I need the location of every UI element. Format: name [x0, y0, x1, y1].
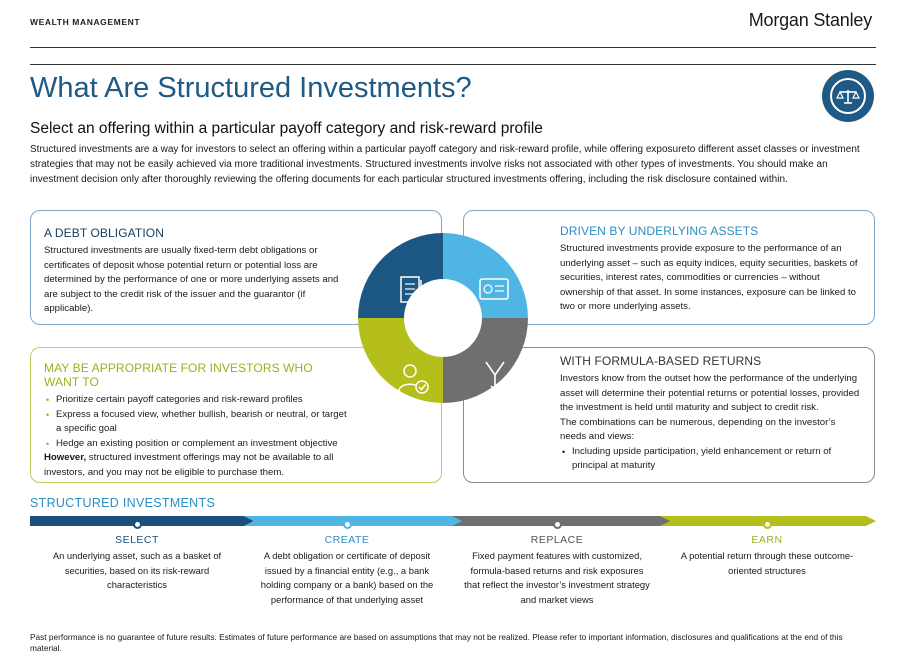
stage-label: EARN — [751, 534, 783, 546]
stage-label: REPLACE — [530, 534, 584, 546]
investors-note-lead: However, — [44, 452, 87, 463]
stage-description: Fixed payment features with customized, formula-based returns and risk exposures that reflect the investor’s investment strategy and market views — [464, 550, 650, 605]
merge-arrows-icon — [478, 358, 512, 394]
select-marker — [133, 520, 142, 529]
replace-marker — [553, 520, 562, 529]
stage-select — [42, 534, 232, 593]
intro-paragraph: Structured investments are a way for investors to select an offering within a particular payoff category and risk-reward profile, while offering exposureto different asset classes or investment strategies that may not be easily achieved via more traditional investments. Structured investments involve risks not associated with other types of investments. You should make an investment decision only after thoroughly reviewing the offering documents for each particular structured investments offering, including the risk disclosure contained within. — [30, 144, 860, 185]
title-divider — [30, 64, 876, 65]
investors-note-text: structured investment offerings may not be available to all investors, and you may not be eligible to purchase them. — [44, 452, 334, 478]
list-item: • Hedge an existing position or complement an investment objective — [44, 437, 351, 452]
debt-obligation-body: Structured investments are usually fixed-term debt obligations or certificates of deposit whose potential return or potential loss are determined by the performance of one or more underlying assets and are subject to the credit risk of the issuer and the guarantor (if applicable). — [44, 245, 339, 314]
stage-create — [252, 534, 442, 607]
top-bar — [30, 10, 876, 48]
disclaimer: Past performance is no guarantee of future results. Estimates of future performance are based on assumptions that may not be realized. Please refer to important information, disclosures and qualifications at the end of this material. — [30, 632, 843, 653]
replace-segment — [452, 516, 674, 526]
page-subtitle: Select an offering within a particular payoff category and risk-reward profile — [30, 120, 543, 137]
formula-returns-body: Investors know from the outset how the performance of the underlying asset will determine their potential returns or potential losses, provided the investment is held until maturity and subject to credit risk. — [560, 373, 860, 413]
process-timeline — [30, 516, 876, 526]
formula-returns-title: WITH FORMULA-BASED RETURNS — [560, 354, 762, 368]
stage-description: A potential return through these outcome-oriented structures — [680, 550, 854, 576]
formula-bullet-list — [560, 445, 864, 474]
list-item: • Express a focused view, whether bullish, bearish or neutral, or target a specific goal — [44, 408, 351, 437]
investors-bullet-list — [44, 393, 351, 451]
underlying-assets-body: Structured investments provide exposure to the performance of an underlying asset – such as equity indices, equity securities, baskets of securities, interest rates, commodities or currencies – without ownership of that asset. In some instances, exposure can be linked to two or more underlying assets. — [560, 243, 858, 312]
earn-marker — [763, 520, 772, 529]
create-marker — [343, 520, 352, 529]
list-item: • Prioritize certain payoff categories and risk-reward profiles — [44, 393, 351, 408]
investors-note — [44, 451, 351, 480]
process-title: STRUCTURED INVESTMENTS — [30, 496, 216, 510]
stage-earn — [672, 534, 862, 578]
investor-check-icon — [395, 360, 431, 396]
document-icon — [397, 274, 427, 306]
stage-replace — [462, 534, 652, 607]
scale-balance-icon — [822, 70, 874, 122]
formula-returns-body-2: The combinations can be numerous, depending on the investor’s needs and views: — [560, 416, 836, 442]
underlying-assets-title: DRIVEN BY UNDERLYING ASSETS — [560, 224, 759, 238]
stage-description: An underlying asset, such as a basket of securities, based on its risk-reward characteristics — [52, 550, 222, 590]
brand-logo: Morgan Stanley — [748, 10, 872, 30]
division-label: WEALTH MANAGEMENT — [30, 17, 141, 27]
select-segment — [30, 516, 254, 526]
investors-title: MAY BE APPROPRIATE FOR INVESTORS WHO WANT TO — [44, 361, 313, 389]
create-segment — [244, 516, 466, 526]
page-title: What Are Structured Investments? — [30, 72, 472, 104]
stage-label: CREATE — [324, 534, 370, 546]
list-item: • Including upside participation, yield enhancement or return of principal at maturity — [560, 445, 864, 474]
certificate-icon — [478, 276, 512, 304]
stage-description: A debt obligation or certificate of deposit issued by a financial entity (e.g., a bank holding company or a bank) based on the performance of that underlying asset — [260, 550, 434, 605]
stage-label: SELECT — [115, 534, 159, 546]
debt-obligation-title: A DEBT OBLIGATION — [44, 226, 164, 240]
